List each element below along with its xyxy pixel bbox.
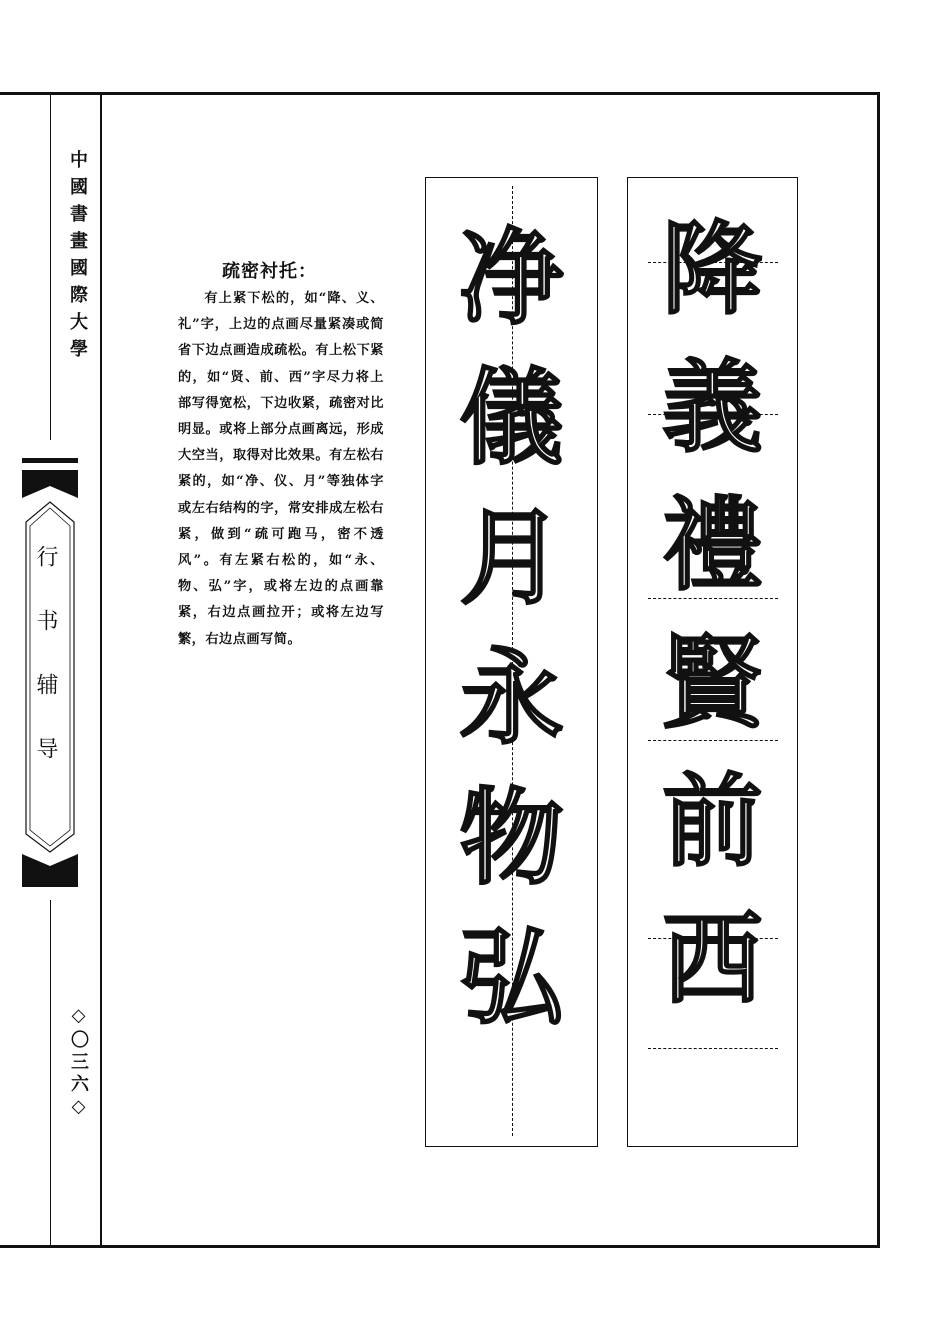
calligraphy-char: 賢 (662, 624, 763, 742)
article-body: 有上紧下松的，如“降、义、礼”字，上边的点画尽量紧凑或简省下边点画造成疏松。有上松下紧的，如“贤、前、西”字尽力将上部写得宽松，下边收紧，疏密对比明显。或将上部分点画离远，形成大空当，取得对比效果。有左松右紧的，如“净、仪、月”等独体字或左右结构的字，常安排成左松右紧，做到“疏可跑马，密不透风”。有左紧右松的，如“永、物、弘”字，或将左边的点画靠紧，右边点画拉开；或将左边写繁，右边点画写简。 (178, 291, 384, 647)
sidebar-rule-top (50, 95, 51, 440)
sidebar-divider (100, 95, 102, 1247)
calligraphy-char: 義 (662, 348, 763, 466)
calligraphy-char: 弘 (459, 916, 564, 1039)
calligraphy-char: 降 (662, 210, 763, 328)
calligraphy-char: 月 (459, 496, 564, 619)
calligraphy-char: 净 (459, 216, 564, 339)
article-heading: 疏密衬托： (222, 261, 317, 282)
section-title: 行书辅导 (33, 545, 58, 801)
calligraphy-char: 儀 (459, 356, 564, 479)
calligraphy-column-left (426, 208, 597, 1048)
calligraphy-char: 永 (459, 636, 564, 759)
sidebar-rule-bottom (50, 900, 51, 1247)
calligraphy-column-right (628, 200, 797, 1028)
calligraphy-char: 前 (662, 762, 763, 880)
dash-guide (648, 1048, 778, 1049)
calligraphy-panel-left (425, 177, 598, 1147)
calligraphy-char: 物 (459, 776, 564, 899)
school-name: 中國書畫國際大學 (67, 150, 88, 366)
page-number: ◇〇三六◇ (68, 1005, 89, 1121)
calligraphy-char: 禮 (662, 486, 763, 604)
calligraphy-panel-right (627, 177, 798, 1147)
calligraphy-char: 西 (662, 900, 763, 1018)
